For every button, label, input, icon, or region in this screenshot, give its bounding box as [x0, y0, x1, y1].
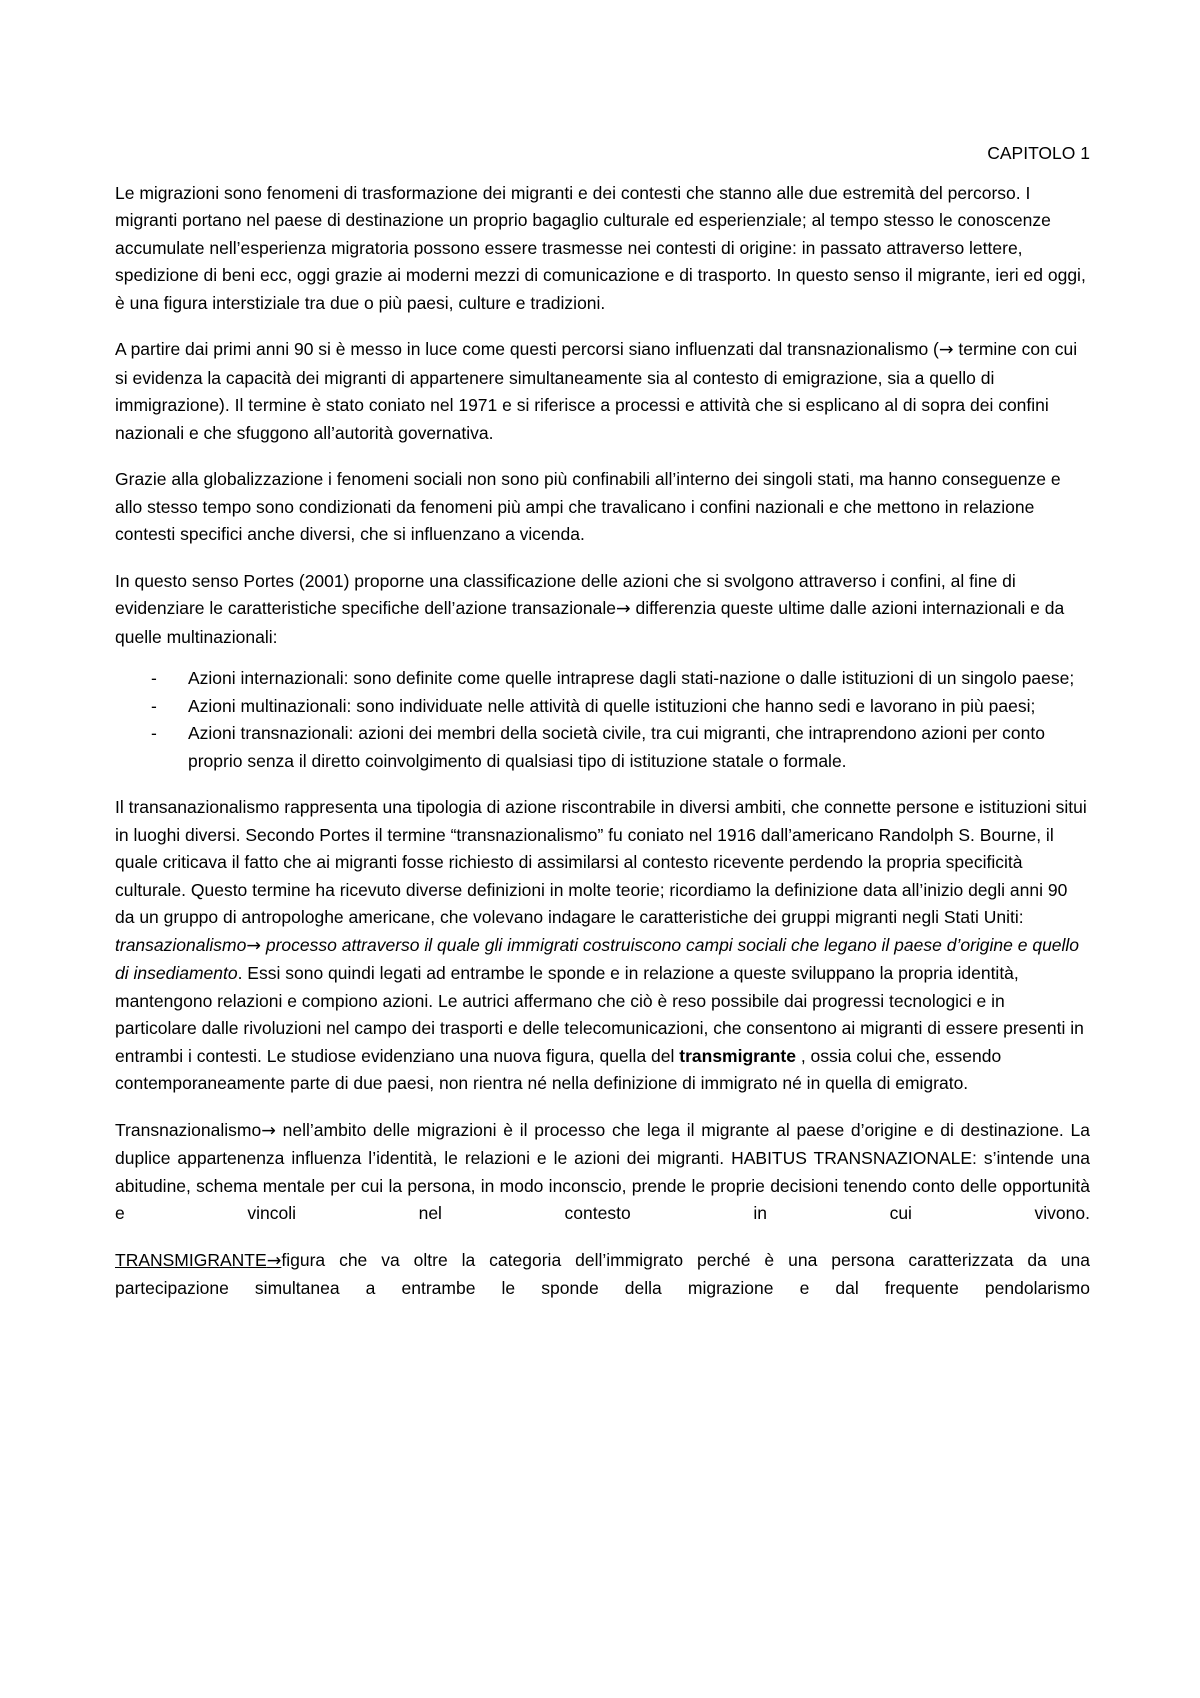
paragraph-transmigrante [115, 1247, 1090, 1303]
paragraph-text: termine con cui si evidenza la capacità dei migranti di appartenere simultaneamente sia al contesto di emigrazione, sia a quello di immigrazione). Il termine è stato coniato nel 1971 e si riferisce a processi e attività che si esplicano al di sopra dei confini nazionali e che sfuggono all’autorità governativa. [115, 339, 1078, 443]
chapter-heading: CAPITOLO 1 [987, 143, 1090, 163]
bold-term: transmigrante [679, 1045, 796, 1066]
list-item [115, 665, 1090, 693]
list-item [115, 720, 1090, 775]
azioni-list [115, 665, 1090, 775]
paragraph-habitus-transnazionale [115, 1117, 1090, 1228]
paragraph-text: differenzia queste ultime dalle azioni internazionali e da quelle multinazionali: [115, 598, 1065, 647]
paragraph-text: A partire dai primi anni 90 si è messo in luce come questi percorsi siano influenzati dal transnazionalismo ( [115, 339, 939, 359]
term-lead [115, 1250, 281, 1270]
paragraph-text: figura che va oltre la categoria dell’immigrato perché è una persona caratterizzata da una partecipazione simultanea a entrambe le sponde della migrazione e dal frequente pendolarismo [115, 1249, 1090, 1298]
list-dash: - [151, 695, 157, 716]
arrow-icon: → [261, 1120, 276, 1141]
arrow-icon: → [246, 935, 261, 956]
paragraph-transnazionalismo-definizioni [115, 794, 1090, 1098]
list-dash: - [151, 723, 157, 743]
italic-term: transazionalismo [115, 934, 247, 955]
paragraph-text: nell’ambito delle migrazioni è il processo che lega il migrante al paese d’origine e di destinazione. La duplice appartenenza influenza l’identità, le relazioni e le azioni dei migranti. HABITUS TRANSNAZIONALE: s’intende una abitudine, schema mentale per cui la persona, in modo inconscio, prende le proprie decisioni tenendo conto delle opportunità e vincoli nel contesto in cui vivono. [115, 1119, 1090, 1223]
arrow-icon: → [266, 1250, 282, 1271]
list-item-text: Azioni transnazionali: azioni dei membri della società civile, tra cui migranti, che intraprendono azioni per conto proprio senza il diretto coinvolgimento di qualsiasi tipo di istituzione statale o formale. [188, 723, 1045, 771]
term-lead: Transnazionalismo [115, 1119, 262, 1140]
paragraph-transnazionalismo-origini [115, 336, 1090, 447]
paragraph-text: Il transanazionalismo rappresenta una tipologia di azione riscontrabile in diversi ambiti, che connette persone e istituzioni situi in luoghi diversi. Secondo Portes il termine “transnazionalismo” fu coniato nel 1916 dall’americano Randolph S. Bourne, il quale criticava il fatto che ai migranti fosse richiesto di assimilarsi al contesto ricevente perdendo la propria specificità culturale. Questo termine ha ricevuto diverse definizioni in molte teorie; ricordiamo la definizione data all’inizio degli anni 90 da un gruppo di antropologhe americane, che volevano indagare le caratteristiche dei gruppi migranti negli Stati Uniti: [115, 797, 1087, 927]
list-item [115, 693, 1090, 721]
document-page [115, 140, 1090, 1322]
arrow-icon: → [938, 340, 954, 360]
paragraph-text: , ossia colui che, essendo contemporaneamente parte di due paesi, non rientra né nella definizione di immigrato né in quella di emigrato. [115, 1045, 1002, 1093]
italic-definition: processo attraverso il quale gli immigrati costruiscono campi sociali che legano il paese d’origine e quello di insediamento [115, 934, 1080, 983]
arrow-icon: → [615, 599, 631, 619]
term-lead-text: TRANSMIGRANTE [115, 1249, 267, 1270]
paragraph-migrazioni: Le migrazioni sono fenomeni di trasformazione dei migranti e dei contesti che stanno alle due estremità del percorso. I migranti portano nel paese di destinazione un proprio bagaglio culturale ed esperienziale; al tempo stesso le conoscenze accumulate nell’esperienza migratoria possono essere trasmesse nei contesti di origine: in passato attraverso lettere, spedizione di beni ecc, oggi grazie ai moderni mezzi di comunicazione e di trasporto. In questo senso il migrante, ieri ed oggi, è una figura interstiziale tra due o più paesi, culture e tradizioni. [115, 182, 1086, 313]
list-dash: - [151, 668, 157, 688]
paragraph-portes-classificazione [115, 568, 1090, 652]
list-item-text: Azioni internazionali: sono definite come quelle intraprese dagli stati-nazione o dalle istituzioni di un singolo paese; [188, 668, 1075, 688]
paragraph-text: . Essi sono quindi legati ad entrambe le sponde e in relazione a queste sviluppano la propria identità, mantengono relazioni e compiono azioni. Le autrici affermano che ciò è reso possibile dai progressi tecnologici e in particolare dalle rivoluzioni nel campo dei trasporti e delle telecomunicazioni, che consentono ai migranti di essere presenti in entrambi i contesti. Le studiose evidenziano una nuova figura, quella del [115, 963, 1084, 1066]
paragraph-text: In questo senso Portes (2001) proporne una classificazione delle azioni che si svolgono attraverso i confini, al fine di evidenziare le caratteristiche specifiche dell’azione transazionale [115, 570, 1016, 618]
paragraph-globalizzazione: Grazie alla globalizzazione i fenomeni sociali non sono più confinabili all’interno dei singoli stati, ma hanno conseguenze e allo stesso tempo sono condizionati da fenomeni più ampi che travalicano i confini nazionali e che mettono in relazione contesti specifici anche diversi, che si influenzano a vicenda. [115, 469, 1061, 544]
list-item-text: Azioni multinazionali: sono individuate nelle attività di quelle istituzioni che hanno sedi e lavorano in più paesi; [188, 695, 1036, 716]
